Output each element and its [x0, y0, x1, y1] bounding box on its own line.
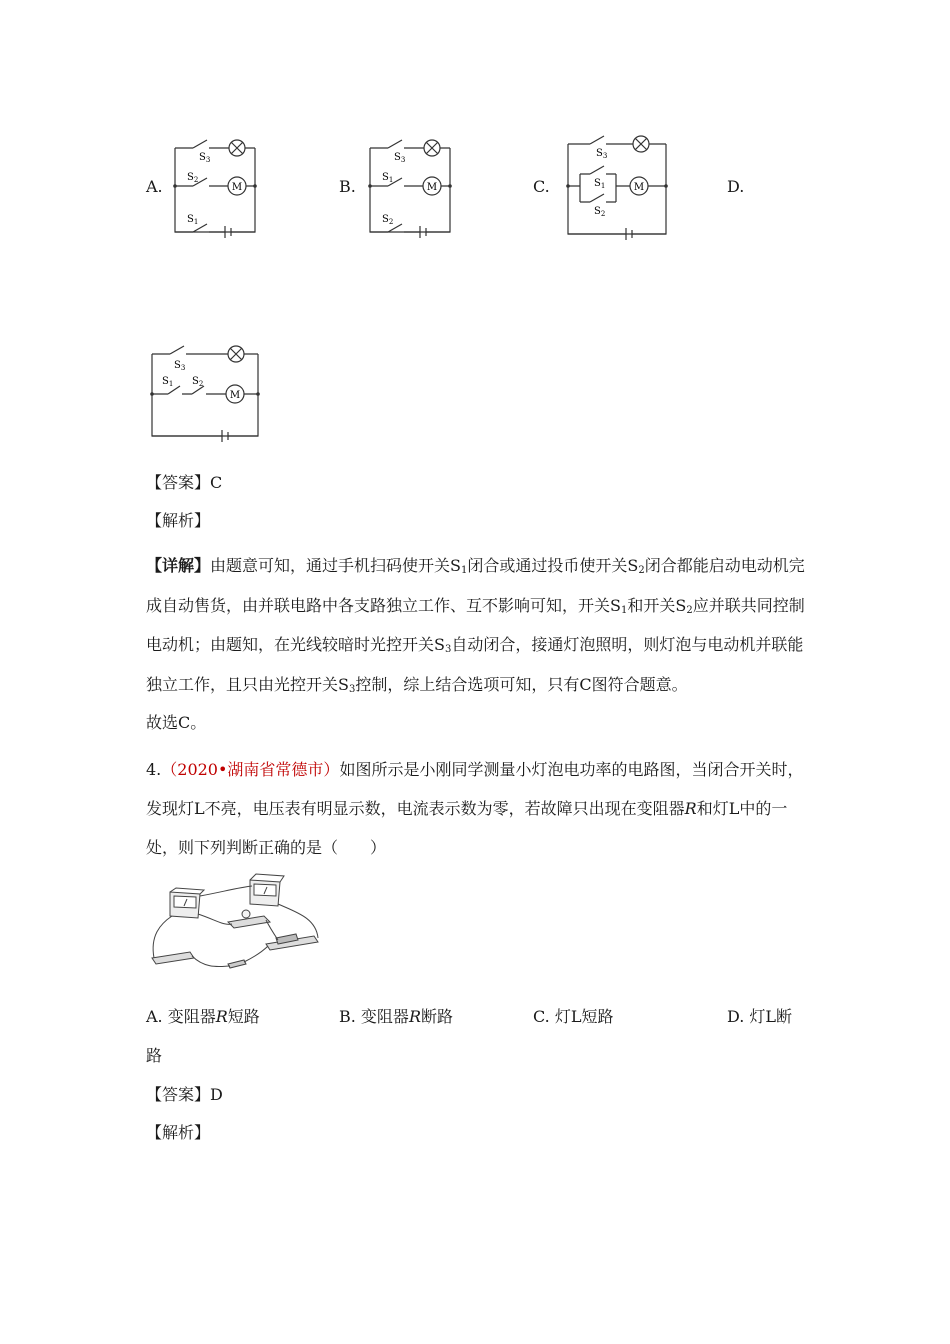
question-4-text: 4.（2020•湖南省常德市）如图所示是小刚同学测量小灯泡电功率的电路图，当闭合开关时，发现灯L不亮，电压表有明显示数，电流表示数为零，若故障只出现在变阻器R和灯L中的一处，则下列判断正确的是（ ） [146, 760, 804, 857]
circuit-a-s2: $S_2$ [187, 172, 199, 184]
circuit-diagram-c [560, 126, 680, 242]
option-c-label: C. [533, 177, 550, 196]
circuit-d-s2: $S_2$ [192, 376, 204, 388]
circuit-a-motor: M [231, 182, 243, 193]
circuit-d-s3: $S_3$ [174, 360, 186, 372]
q4-option-d: D. 灯L断 [727, 1007, 793, 1026]
answer-label: 【答案】 [146, 1085, 211, 1104]
q3-conclusion: 故选C。 [146, 713, 207, 732]
q3-analysis-label: 【解析】 [146, 511, 211, 530]
q4-option-b: B. 变阻器R断路 [339, 1007, 453, 1026]
option-a-label: A. [146, 177, 163, 196]
circuit-b-s3: $S_3$ [394, 152, 406, 164]
circuit-a-s1: $S_1$ [187, 214, 199, 226]
circuit-b-motor: M [426, 182, 438, 193]
question-number: 4. [146, 760, 162, 779]
circuit-diagram-d [146, 338, 266, 442]
circuit-d-motor: M [229, 390, 241, 401]
q3-answer [146, 472, 222, 494]
circuit-b-s2: $S_2$ [382, 214, 394, 226]
option-d-label: D. [727, 177, 745, 196]
circuit-diagram-b [360, 130, 460, 240]
circuit-a-s3: $S_3$ [199, 152, 211, 164]
question-source: （2020•湖南省常德市） [161, 760, 340, 779]
detail-label: 【详解】 [146, 556, 211, 575]
q4-option-a: A. 变阻器R短路 [146, 1007, 260, 1026]
circuit-diagram-a [165, 130, 265, 240]
q4-analysis-label: 【解析】 [146, 1123, 211, 1142]
circuit-c-s3: $S_3$ [596, 148, 608, 160]
answer-value: C [210, 473, 223, 492]
q4-answer [146, 1084, 223, 1106]
answer-value: D [210, 1085, 223, 1104]
q3-detail-paragraph: 【详解】由题意可知，通过手机扫码使开关$S_1$闭合或通过投币使开关$S_2$闭合都能启动电动机完成自动售货，由并联电路中各支路独立工作、互不影响可知，开关$S_1$和开关$S_2$应并联共同控制电动机；由题知，在光线较暗时光控开关$S_3$自动闭合，接通灯泡照明，则灯泡与电动机并联能独立工作，且只由光控开关$S_3$控制，综上结合选项可知，只有C图符合题意。 [146, 556, 805, 695]
q4-option-d-wrap: 路 [146, 1046, 163, 1065]
circuit-c-motor: M [633, 182, 645, 193]
circuit-c-s1: $S_1$ [594, 178, 606, 190]
circuit-b-s1: $S_1$ [382, 172, 394, 184]
answer-label: 【答案】 [146, 473, 211, 492]
experiment-setup-illustration [146, 866, 326, 972]
circuit-d-s1: $S_1$ [162, 376, 174, 388]
option-b-label: B. [339, 177, 356, 196]
circuit-c-s2: $S_2$ [594, 206, 606, 218]
q4-option-c: C. 灯L短路 [533, 1007, 614, 1026]
